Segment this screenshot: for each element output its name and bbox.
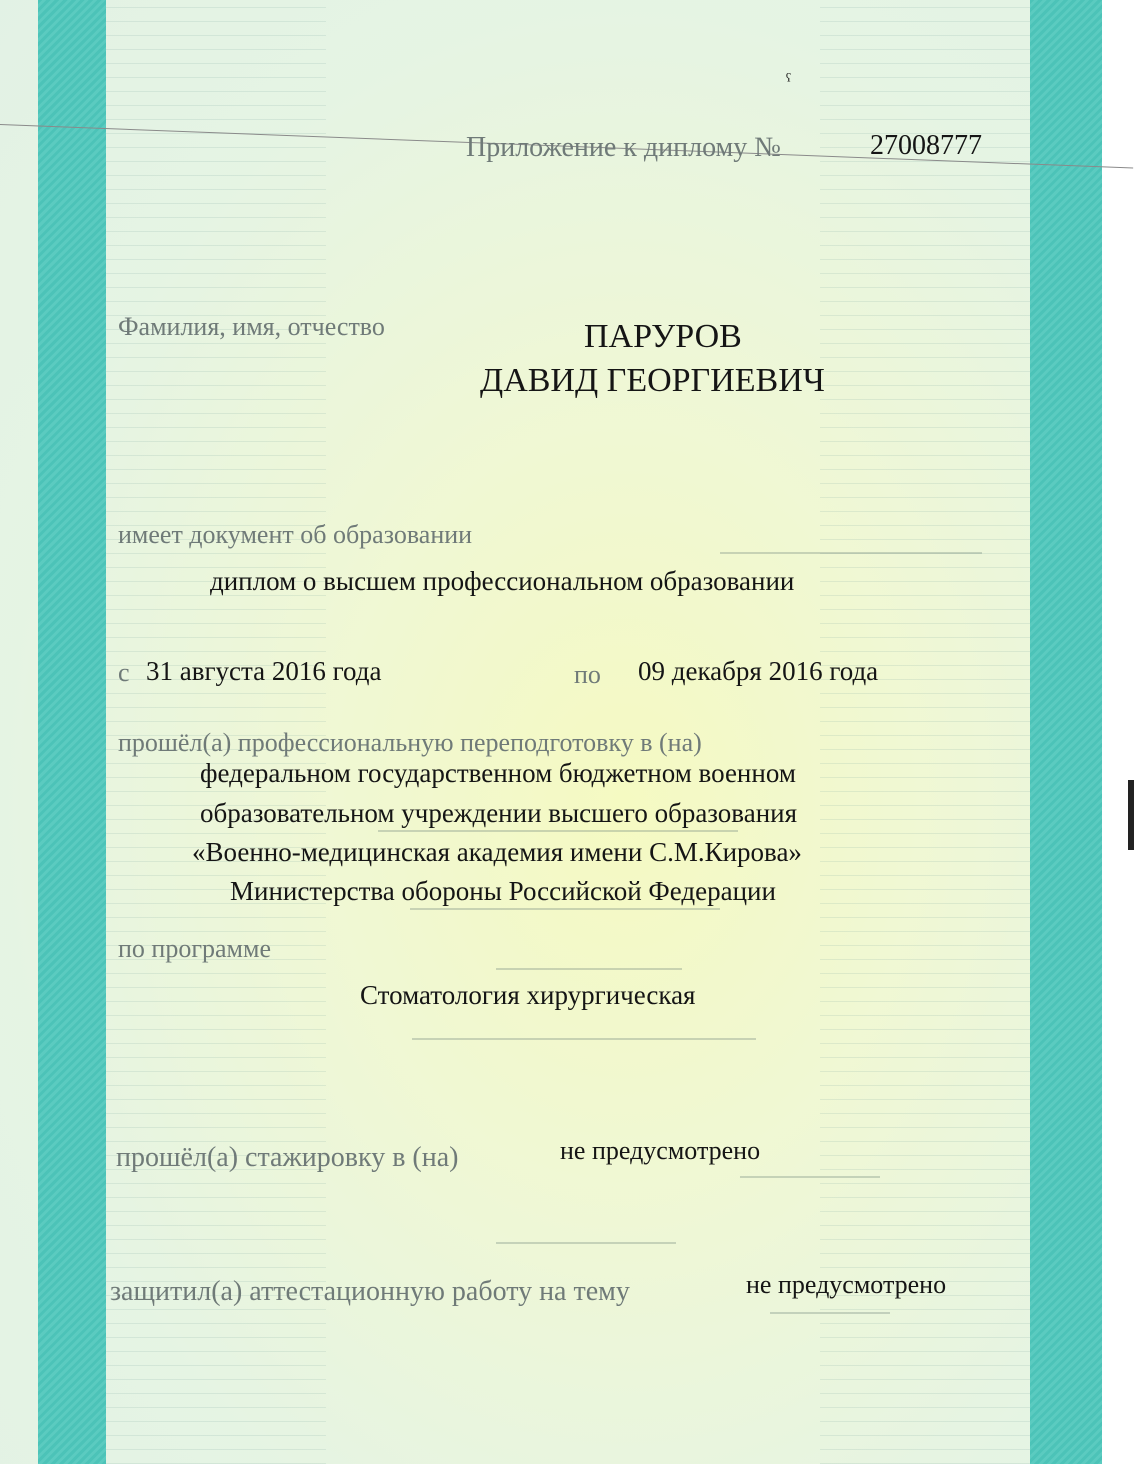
hint-underline xyxy=(496,968,682,970)
period-to-value: 09 декабря 2016 года xyxy=(638,656,879,686)
institution-line-4: Министерства обороны Российской Федерации xyxy=(230,876,776,906)
scan-artifact xyxy=(1128,780,1134,850)
institution-line-2: образовательном учреждении высшего образования xyxy=(200,798,798,828)
institution-line-1: федеральном государственном бюджетном военном xyxy=(200,758,796,788)
retraining-label: прошёл(а) профессиональную переподготовку в (на) xyxy=(118,728,702,757)
education-document-label: имеет документ об образовании xyxy=(118,520,473,549)
period-from-label: с xyxy=(118,658,130,687)
program-value: Стоматология хирургическая xyxy=(360,980,696,1010)
given-name-patronymic: ДАВИД ГЕОРГИЕВИЧ xyxy=(480,362,825,399)
internship-value: не предусмотрено xyxy=(560,1136,761,1165)
scan-margin-right xyxy=(1102,0,1134,1464)
hint-underline xyxy=(378,830,738,832)
program-label: по программе xyxy=(118,934,271,963)
decorative-band-left xyxy=(38,0,106,1464)
education-document-value: диплом о высшем профессиональном образовании xyxy=(210,566,795,596)
thesis-value: не предусмотрено xyxy=(746,1270,947,1299)
hint-underline xyxy=(720,552,982,554)
diploma-number: 27008777 xyxy=(870,130,982,161)
guilloche-pattern-right xyxy=(820,0,1030,1464)
hint-underline xyxy=(496,1242,676,1244)
hint-underline xyxy=(412,1038,756,1040)
fio-label: Фамилия, имя, отчество xyxy=(118,312,385,341)
hint-underline xyxy=(740,1176,880,1178)
institution-line-3: «Военно-медицинская академия имени С.М.Кирова» xyxy=(192,837,802,867)
period-to-label: по xyxy=(574,660,601,689)
hint-underline xyxy=(410,908,720,910)
internship-label: прошёл(а) стажировку в (на) xyxy=(116,1142,459,1173)
surname: ПАРУРОВ xyxy=(584,318,742,355)
hint-underline xyxy=(770,1312,890,1314)
thesis-label: защитил(а) аттестационную работу на тему xyxy=(110,1276,630,1307)
ink-mark: ˁ xyxy=(786,70,791,92)
decorative-band-right xyxy=(1030,0,1102,1464)
appendix-label: Приложение к диплому № xyxy=(466,132,781,163)
period-from-value: 31 августа 2016 года xyxy=(146,656,382,686)
